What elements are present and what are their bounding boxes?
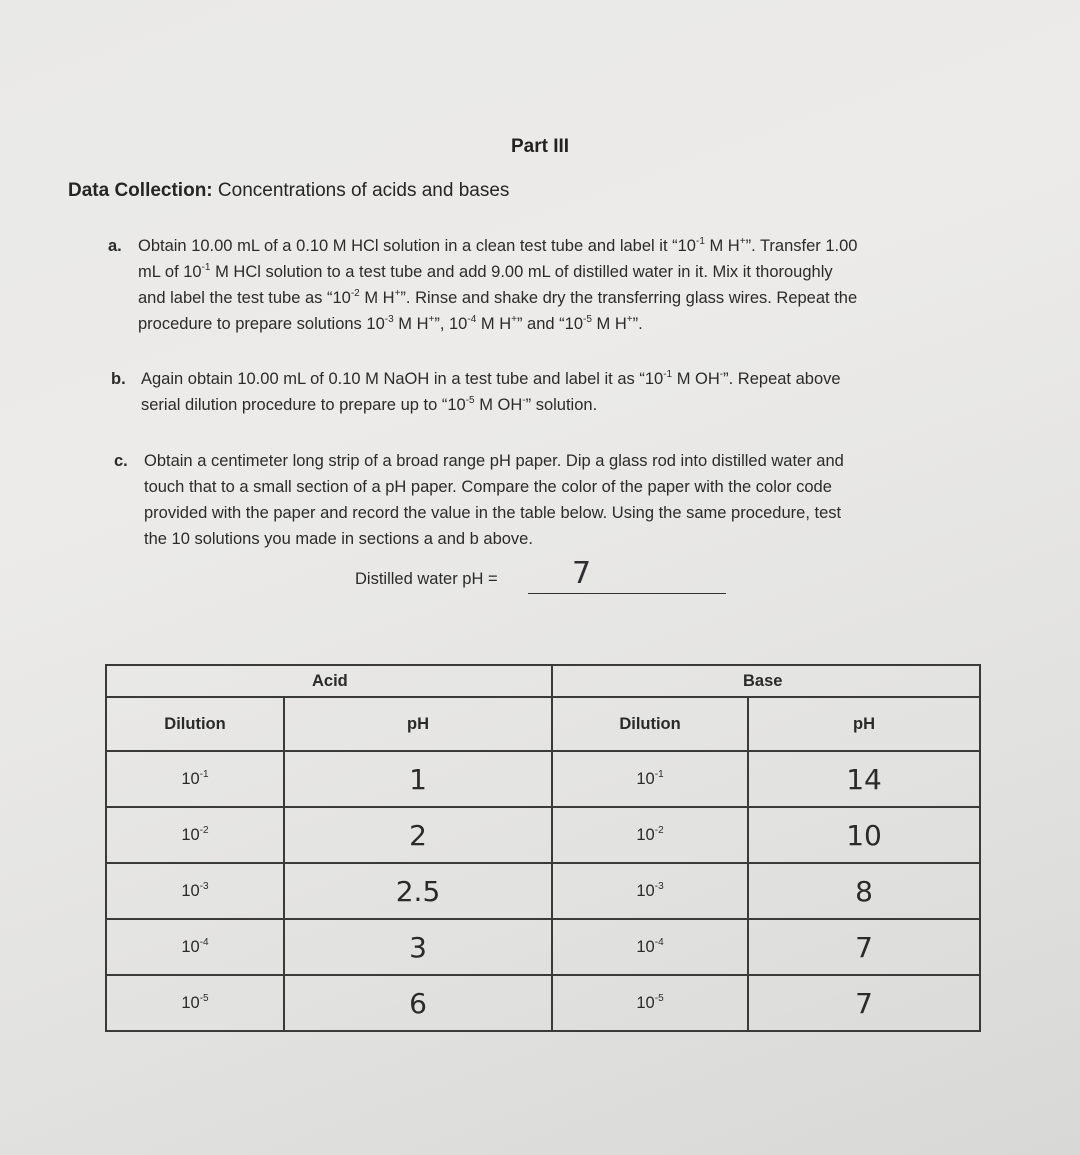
table-row	[106, 919, 980, 975]
table-group-header-row	[106, 665, 980, 697]
base-ph-header: pH	[748, 697, 980, 751]
base-ph-cell: 10	[748, 807, 980, 863]
acid-ph-cell: 6	[284, 975, 552, 1031]
dilution-base: 10	[636, 993, 655, 1012]
superscript: +	[428, 314, 435, 325]
text-segment: ”, 10	[434, 315, 468, 333]
text-segment: M HCl solution to a test tube and add 9.00 mL of distilled water in it. Mix it thoroughly	[210, 263, 833, 281]
instruction-lines	[144, 448, 994, 552]
acid-ph-cell: 2.5	[284, 863, 552, 919]
acid-ph-cell: 1	[284, 751, 552, 807]
acid-dilution-cell	[106, 975, 284, 1031]
text-segment: touch that to a small section of a pH paper. Compare the color of the paper with the color code	[144, 478, 832, 496]
base-ph-cell: 8	[748, 863, 980, 919]
acid-ph-cell: 3	[284, 919, 552, 975]
text-segment: procedure to prepare solutions 10	[138, 315, 385, 333]
superscript: -1	[201, 262, 211, 273]
acid-dilution-cell	[106, 751, 284, 807]
dilution-base: 10	[636, 937, 655, 956]
table-body	[106, 751, 980, 1031]
text-segment: ”. Repeat above	[723, 370, 841, 388]
text-segment: M H	[393, 315, 429, 333]
superscript: -1	[695, 236, 705, 247]
table-row	[106, 863, 980, 919]
dilution-exponent: -3	[199, 880, 209, 892]
superscript: -5	[465, 395, 475, 406]
text-segment: serial dilution procedure to prepare up to “10	[141, 396, 466, 414]
superscript: +	[739, 236, 746, 247]
dilution-base: 10	[181, 825, 200, 844]
acid-dilution-cell	[106, 919, 284, 975]
part-title: Part III	[510, 136, 570, 157]
instruction-line	[138, 259, 998, 285]
dilution-exponent: -1	[654, 768, 664, 780]
base-dilution-header: Dilution	[552, 697, 748, 751]
text-segment: M H	[476, 315, 512, 333]
table-row	[106, 975, 980, 1031]
instruction-line	[138, 233, 998, 259]
distilled-water-ph-value: 7	[572, 556, 592, 591]
table-column-header-row	[106, 697, 980, 751]
base-dilution-cell	[552, 863, 748, 919]
instruction-lines	[141, 366, 1001, 418]
instruction-line	[138, 285, 998, 311]
base-dilution-cell	[552, 975, 748, 1031]
instruction-a	[108, 233, 998, 337]
text-segment: and label the test tube as “10	[138, 289, 351, 307]
instruction-line	[144, 526, 994, 552]
text-segment: M H	[359, 289, 395, 307]
text-segment: ” and “10	[516, 315, 584, 333]
dilution-base: 10	[181, 881, 200, 900]
dilution-base: 10	[636, 769, 655, 788]
superscript: -2	[350, 288, 360, 299]
text-segment: mL of 10	[138, 263, 202, 281]
text-segment: M H	[704, 237, 740, 255]
dilution-base: 10	[636, 881, 655, 900]
base-group-header: Base	[552, 665, 980, 697]
text-segment: M OH	[474, 396, 523, 414]
superscript: -5	[583, 314, 592, 325]
superscript: -1	[663, 369, 673, 380]
instruction-line	[144, 500, 994, 526]
dilution-exponent: -2	[199, 824, 209, 836]
dilution-exponent: -5	[654, 992, 664, 1004]
superscript: +	[511, 314, 517, 325]
text-segment: ”.	[632, 315, 643, 333]
instruction-letter: c.	[114, 452, 128, 470]
text-segment: the 10 solutions you made in sections a and b above.	[144, 530, 533, 548]
base-ph-cell: 7	[748, 975, 980, 1031]
table-row	[106, 807, 980, 863]
acid-dilution-header: Dilution	[106, 697, 284, 751]
text-segment: Obtain 10.00 mL of a 0.10 M HCl solution in a clean test tube and label it “10	[138, 237, 696, 255]
superscript: +	[394, 288, 401, 299]
acid-ph-cell: 2	[284, 807, 552, 863]
base-dilution-cell	[552, 807, 748, 863]
superscript: -3	[384, 314, 394, 325]
text-segment: Obtain a centimeter long strip of a broad range pH paper. Dip a glass rod into distilled water and	[144, 452, 844, 470]
instruction-c	[114, 448, 994, 552]
dilution-base: 10	[181, 937, 200, 956]
text-segment: M H	[591, 315, 627, 333]
acid-dilution-cell	[106, 807, 284, 863]
instruction-line	[144, 474, 994, 500]
base-ph-cell: 7	[748, 919, 980, 975]
base-dilution-cell	[552, 751, 748, 807]
dilution-base: 10	[181, 769, 200, 788]
base-dilution-cell	[552, 919, 748, 975]
acid-dilution-cell	[106, 863, 284, 919]
text-segment: ”. Transfer 1.00	[745, 237, 858, 255]
superscript: -	[522, 395, 526, 406]
instruction-line	[138, 311, 998, 337]
text-segment: provided with the paper and record the value in the table below. Using the same procedure, test	[144, 504, 842, 522]
section-label: Data Collection:	[68, 180, 213, 201]
dilution-base: 10	[181, 993, 200, 1012]
distilled-water-answer-line	[528, 593, 726, 594]
dilution-exponent: -4	[199, 936, 209, 948]
dilution-exponent: -3	[654, 880, 664, 892]
table-row	[106, 751, 980, 807]
instruction-line	[141, 392, 1001, 418]
dilution-exponent: -4	[654, 936, 664, 948]
instruction-line	[144, 448, 994, 474]
acid-group-header: Acid	[106, 665, 552, 697]
superscript: -	[719, 369, 724, 380]
dilution-base: 10	[636, 825, 655, 844]
distilled-water-label: Distilled water pH =	[355, 570, 498, 588]
instruction-letter: a.	[108, 237, 122, 255]
dilution-exponent: -2	[654, 824, 664, 836]
dilution-exponent: -1	[199, 768, 209, 780]
ph-data-table	[105, 664, 981, 1032]
instruction-letter: b.	[111, 370, 126, 388]
superscript: +	[626, 314, 633, 325]
text-segment: Again obtain 10.00 mL of 0.10 M NaOH in a test tube and label it as “10	[141, 370, 664, 388]
instruction-lines	[138, 233, 998, 337]
text-segment: ” solution.	[525, 396, 598, 414]
instruction-b	[111, 366, 1001, 418]
superscript: -4	[467, 314, 477, 325]
dilution-exponent: -5	[199, 992, 209, 1004]
acid-ph-header: pH	[284, 697, 552, 751]
base-ph-cell: 14	[748, 751, 980, 807]
text-segment: ”. Rinse and shake dry the transferring glass wires. Repeat the	[400, 289, 858, 307]
section-text: Concentrations of acids and bases	[217, 180, 510, 201]
section-heading	[68, 180, 509, 202]
text-segment: M OH	[672, 370, 720, 388]
instruction-line	[141, 366, 1001, 392]
